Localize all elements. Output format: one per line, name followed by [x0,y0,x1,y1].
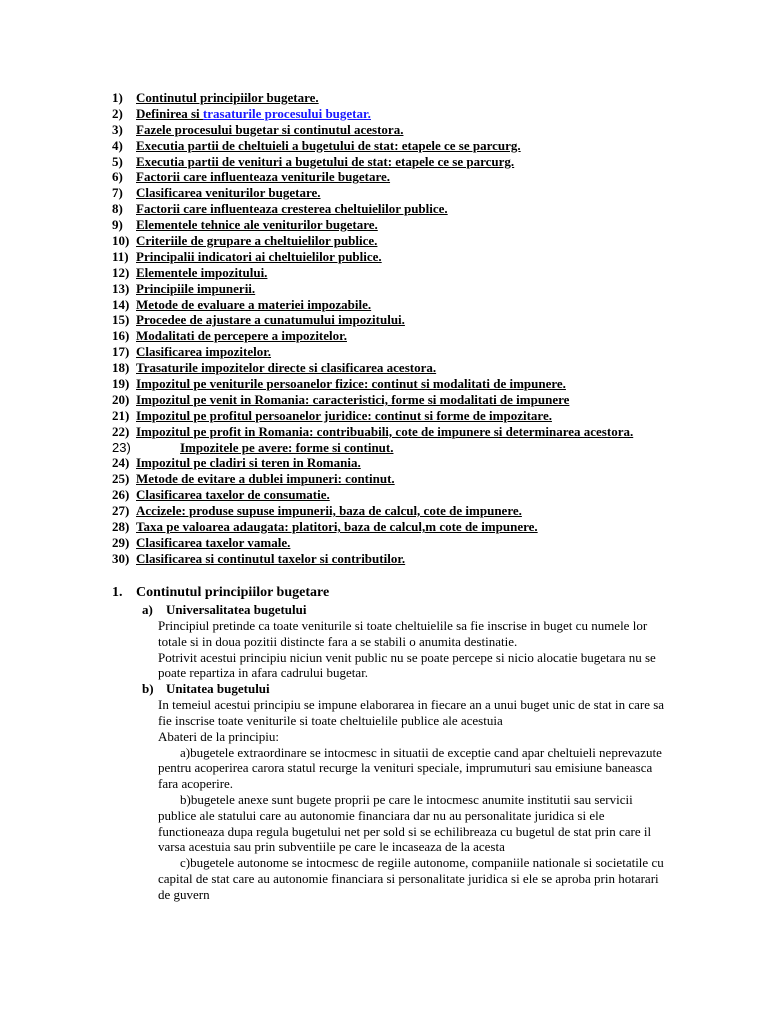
toc-item [112,201,712,217]
toc-item [112,519,712,535]
toc-item [112,424,712,440]
toc-item [112,297,712,313]
toc-item [112,360,712,376]
toc-text: Impozitele pe avere: forme si continut. [180,439,394,455]
toc-number: 4) [112,137,123,153]
toc-item [112,455,712,471]
toc-item [112,138,712,154]
toc-number: 27) [112,503,130,519]
toc-item [112,312,712,328]
toc-text: Impozitul pe profitul persoanelor juridice: continut si forme de impozitare. [136,407,552,423]
toc-text: Metode de evaluare a materiei impozabile. [136,296,372,312]
toc-item [112,106,712,122]
toc-text: Factorii care influenteaza veniturile bugetare. [136,169,391,185]
toc-text: Principalii indicatori ai cheltuielilor publice. [136,248,382,264]
paragraph: Potrivit acestui principiu niciun venit public nu se poate percepe si nicio alocatie bugetara nu se poate repartiza in afara cadrului bugetar. [158,649,656,681]
toc-number: 13) [112,280,130,296]
toc-number: 22) [112,423,130,439]
toc-number: 14) [112,296,130,312]
indented-paragraph: a)bugetele extraordinare se intocmesc in situatii de exceptie cand apar cheltuieli neprevazute pentru acoperirea carora statul recurge la venituri speciale, imprumuturi sau emisiune baneasca fara acoperire. [158,744,662,792]
toc-text: Procedee de ajustare a cunatumului impozitului. [136,312,405,328]
toc-item [112,265,712,281]
toc-item [112,392,712,408]
toc-item [112,249,712,265]
section-number: 1. [112,585,123,600]
toc-text: Criteriile de grupare a cheltuielilor publice. [136,233,378,249]
toc-text: Factorii care influenteaza cresterea cheltuielilor publice. [136,201,448,217]
toc-number: 24) [112,455,130,471]
toc-text: Accizele: produse supuse impunerii, baza de calcul, cote de impunere. [136,503,522,519]
toc-number: 7) [112,185,123,201]
toc-item [112,233,712,249]
subsection-title: Universalitatea bugetului [166,602,307,617]
toc-number: 15) [112,312,130,328]
toc-number: 28) [112,519,130,535]
subsection-letter: a) [142,602,153,617]
toc-number: 16) [112,328,130,344]
toc-number: 30) [112,550,130,566]
toc-number: 2) [112,105,123,121]
toc-item [112,169,712,185]
toc-number: 8) [112,201,123,217]
toc-number: 1) [112,90,123,105]
toc-text: Impozitul pe profit in Romania: contribuabili, cote de impunere si determinarea acestora. [136,423,634,439]
toc-number: 25) [112,471,130,487]
subsection-heading [142,602,672,618]
toc-number: 19) [112,376,130,392]
toc-item [112,408,712,424]
toc-item [112,185,712,201]
toc-text: Metode de evitare a dublei impuneri: continut. [136,471,395,487]
toc-text: Taxa pe valoarea adaugata: platitori, baza de calcul,m cote de impunere. [136,519,538,535]
toc-item [112,535,712,551]
toc-number: 12) [112,264,130,280]
toc-number: 11) [112,248,129,264]
paragraph: In temeiul acestui principiu se impune elaborarea in fiecare an a unui buget unic de stat in care sa fie inscrise toate veniturile si toate cheltuielile publice ale acestuia [158,697,665,728]
toc-text: Elementele tehnice ale veniturilor bugetare. [136,217,378,233]
toc-number: 21) [112,407,130,423]
toc-number: 20) [112,391,130,407]
table-of-contents [112,90,712,567]
toc-item [112,217,712,233]
toc-item [112,487,712,503]
toc-number: 6) [112,169,123,185]
toc-text: Modalitati de percepere a impozitelor. [136,328,347,344]
toc-text: Fazele procesului bugetar si continutul acestora. [136,121,404,137]
section-title: Continutul principiilor bugetare [136,585,330,600]
toc-text: Elementele impozitului. [136,264,268,280]
toc-link[interactable]: trasaturile procesului bugetar. [202,105,371,121]
toc-text-plain: Definirea si [136,105,203,121]
toc-number: 26) [112,487,130,503]
toc-item [112,344,712,360]
toc-number: 23) [112,439,131,455]
toc-item [112,328,712,344]
toc-item [112,90,712,106]
paragraph: Principiul pretinde ca toate veniturile si toate cheltuielile sa fie inscrise in buget cu numele lor totale si in doua pozitii distincte fara a se stabili o anumita destinatie. [158,618,648,649]
subsection-heading [142,681,672,697]
indented-paragraph: b)bugetele anexe sunt bugete proprii pe care le intocmesc anumite institutii sau servicii publice ale statului care au autonomie financiara dar nu au personalitate juridica si ele functioneaza dupa regula bugetului net per sold si se echilibreaza cu bugetul de stat prin care il varsa acestuia sau prin subventiile pe care le incaseaza de la acesta [158,791,652,855]
subsection-letter: b) [142,681,154,697]
toc-number: 17) [112,344,130,360]
toc-item [112,440,712,456]
toc-text: Continutul principiilor bugetare. [136,90,319,105]
subsection-title: Unitatea bugetului [166,681,270,697]
toc-number: 29) [112,534,130,550]
toc-text: Clasificarea impozitelor. [136,344,272,360]
toc-number: 5) [112,153,123,169]
toc-item [112,376,712,392]
paragraph: Abateri de la principiu: [158,728,279,744]
toc-text [136,106,371,121]
toc-text: Impozitul pe veniturile persoanelor fizice: continut si modalitati de impunere. [136,376,566,392]
toc-text: Clasificarea taxelor de consumatie. [136,487,330,503]
toc-text: Executia partii de venituri a bugetului de stat: etapele ce se parcurg. [136,153,515,169]
toc-item [112,154,712,170]
toc-text: Executia partii de cheltuieli a bugetului de stat: etapele ce se parcurg. [136,137,521,153]
toc-number: 18) [112,360,130,376]
section-heading [112,584,672,602]
toc-item [112,471,712,487]
toc-number: 3) [112,121,123,137]
toc-item [112,551,712,567]
toc-item [112,503,712,519]
toc-item [112,281,712,297]
toc-number: 10) [112,233,130,249]
toc-item [112,122,712,138]
toc-text: Trasaturile impozitelor directe si clasificarea acestora. [136,360,437,376]
toc-text: Impozitul pe venit in Romania: caracteristici, forme si modalitati de impunere [136,391,570,407]
toc-text: Principiile impunerii. [136,280,256,296]
toc-text: Clasificarea si continutul taxelor si contributilor. [136,550,406,566]
toc-text: Clasificarea taxelor vamale. [136,534,291,550]
indented-paragraph: c)bugetele autonome se intocmesc de regiile autonome, companiile nationale si societatile cu capital de stat care au autonomie financiara si personalitate juridica si ele se aproba prin hotarari de guvern [158,855,664,902]
toc-text: Clasificarea veniturilor bugetare. [136,185,321,201]
toc-text: Impozitul pe cladiri si teren in Romania. [136,455,361,471]
toc-number: 9) [112,217,123,233]
section-content [112,584,672,903]
